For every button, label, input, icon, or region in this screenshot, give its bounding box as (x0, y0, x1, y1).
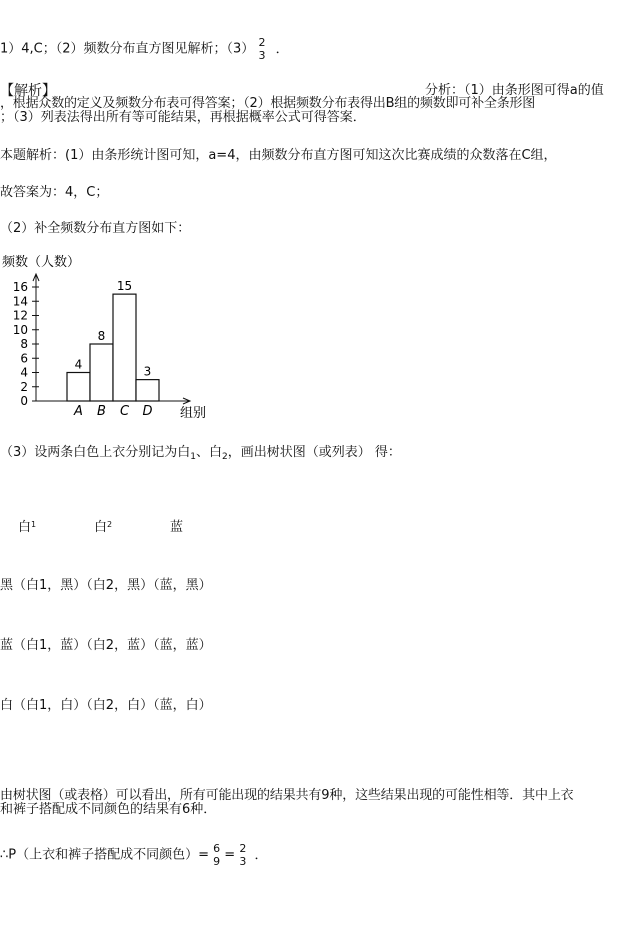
bar-value-label: 15 (116, 279, 133, 294)
probability-fraction-2 (239, 842, 246, 868)
part3-sub-1: 1 (190, 452, 197, 462)
part3-intro-c: ，画出树状图（或列表） 得： (227, 445, 401, 460)
answer-fraction (258, 36, 265, 62)
bar-value-label: 4 (74, 357, 83, 372)
category-label: A (74, 404, 83, 419)
frequency-histogram (0, 250, 230, 420)
histogram-bar (90, 344, 113, 401)
probability-end: ． (254, 847, 268, 863)
row-cell: （白1，白） (13, 698, 87, 713)
part3-intro-b: 、白 (196, 445, 223, 460)
y-tick-label: 14 (12, 294, 28, 309)
y-tick-label: 6 (20, 351, 28, 366)
y-tick-label: 16 (12, 280, 28, 294)
header-index: 1 (31, 520, 37, 529)
answer-line (0, 36, 289, 62)
probability-prefix: ∴P（上衣和裤子搭配成不同颜色）= (0, 847, 210, 863)
solution-paragraph-2: 故答案为：4，C； (0, 185, 109, 200)
analysis-line-2: ，根据众数的定义及频数分布表可得答案；（2）根据频数分布表得出B组的频数即可补全条形图 (0, 96, 536, 111)
header-index: 2 (107, 520, 113, 529)
analysis-label: 分析：（1）由条形图可得a的值 (425, 83, 604, 98)
table-header-white1 (18, 516, 36, 535)
table-row (0, 578, 212, 594)
category-label: D (142, 404, 153, 419)
y-tick-label: 12 (12, 308, 28, 323)
histogram-bar (113, 294, 136, 401)
row-label: 黑 (0, 578, 14, 593)
analysis-heading: 【解析】 (0, 83, 56, 99)
fraction-denominator: 3 (239, 855, 247, 868)
equals-sign: = (224, 847, 236, 863)
probability-line (0, 842, 268, 868)
row-cell: （蓝，白） (153, 698, 212, 713)
row-cell: （白1，蓝） (13, 638, 87, 653)
conclusion-line-2: 和裤子搭配成不同颜色的结果有6种． (0, 802, 217, 817)
category-label: B (97, 404, 106, 419)
row-cell: （白1，黑） (13, 578, 87, 593)
solution-paragraph-1: 本题解析：(1）由条形统计图可知，a=4，由频数分布直方图可知这次比赛成绩的众数落在C组， (0, 148, 557, 163)
table-row (0, 698, 212, 714)
part3-intro (0, 445, 401, 465)
y-tick-label: 8 (20, 337, 28, 351)
header-label: 蓝 (170, 520, 184, 535)
table-header-blue (170, 516, 183, 535)
table-row (0, 638, 212, 654)
histogram-bar (136, 380, 159, 401)
row-cell: （白2，黑） (86, 578, 154, 593)
y-tick-label: 2 (20, 379, 28, 394)
row-cell: （白2，蓝） (86, 638, 154, 653)
row-label: 蓝 (0, 638, 14, 653)
y-tick-label: 4 (20, 365, 28, 380)
y-tick-label: 0 (20, 394, 28, 408)
row-label: 白 (0, 698, 14, 713)
row-cell: （蓝，黑） (153, 578, 212, 593)
probability-fraction-1 (213, 842, 220, 868)
answer-end: ． (275, 41, 289, 57)
fraction-denominator: 9 (213, 855, 221, 868)
part3-intro-a: （3）设两条白色上衣分别记为白 (0, 445, 191, 460)
category-label: C (119, 404, 130, 419)
analysis-line-3: ；（3）列表法得出所有等可能结果，再根据概率公式可得答案． (0, 110, 366, 125)
conclusion-line-1: 由树状图（或表格）可以看出，所有可能出现的结果共有9种，这些结果出现的可能性相等．其中上衣 (0, 788, 574, 803)
histogram-bar (67, 373, 90, 402)
header-label: 白 (18, 520, 32, 535)
part3-sub-2: 2 (222, 452, 228, 462)
y-axis-label: 频数（人数） (2, 255, 81, 270)
fraction-denominator: 3 (258, 49, 266, 62)
row-cell: （蓝，蓝） (153, 638, 212, 653)
fraction-numerator: 2 (258, 36, 266, 49)
table-header-white2 (94, 516, 112, 535)
answer-text: 1）4,C；（2）频数分布直方图见解析；（3） (0, 41, 255, 57)
x-axis-label: 组别 (180, 406, 207, 420)
row-cell: （白2，白） (86, 698, 154, 713)
y-tick-label: 10 (12, 322, 28, 337)
solution-paragraph-3: （2）补全频数分布直方图如下： (0, 221, 191, 236)
bar-value-label: 3 (143, 364, 152, 379)
fraction-numerator: 2 (239, 842, 247, 855)
header-label: 白 (94, 520, 108, 535)
bar-value-label: 8 (97, 329, 106, 343)
fraction-numerator: 6 (213, 842, 221, 855)
